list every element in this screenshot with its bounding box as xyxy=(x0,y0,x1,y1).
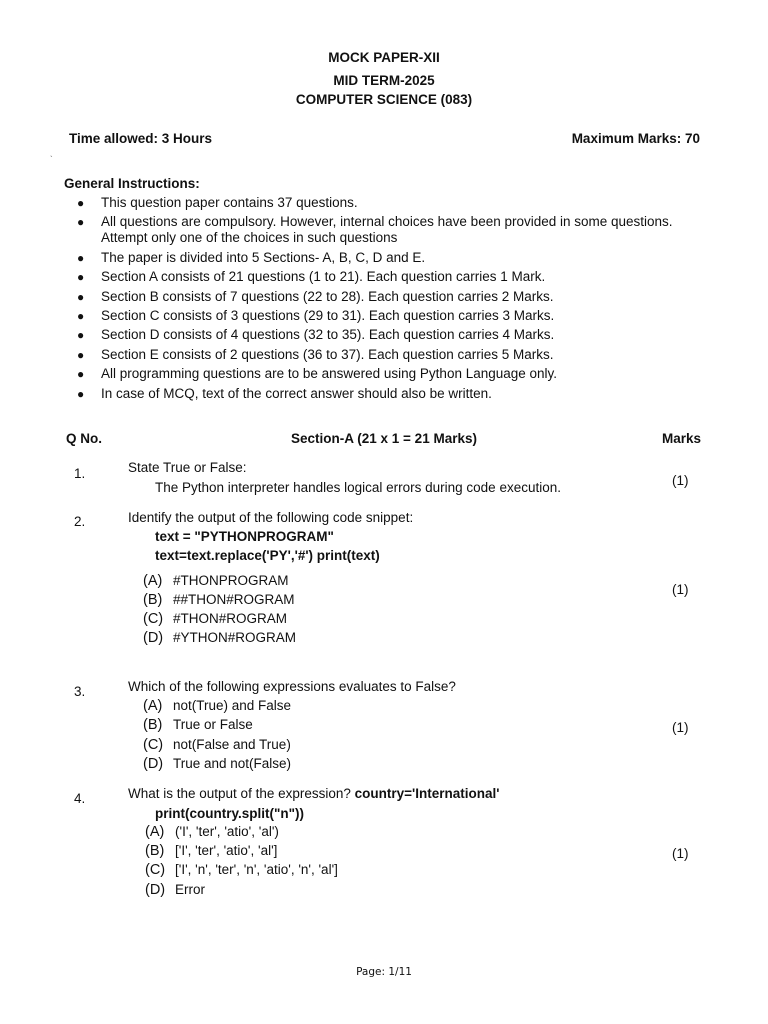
instruction-item: ● In case of MCQ, text of the correct answer should also be written. xyxy=(77,385,492,401)
bullet-icon: ● xyxy=(77,328,85,343)
bullet-icon: ● xyxy=(77,250,85,265)
question-text: Which of the following expressions evaluates to False? xyxy=(128,679,456,694)
question-text: Identify the output of the following code snippet: xyxy=(128,510,414,525)
instruction-item: ● Section B consists of 7 questions (22 to 28). Each question carries 2 Marks. xyxy=(77,288,554,304)
code-line: print(country.split("n")) xyxy=(155,806,305,821)
option-d: (D) Error xyxy=(145,882,205,898)
time-allowed: Time allowed: 3 Hours xyxy=(69,131,213,146)
marks-header: Marks xyxy=(662,431,702,446)
option-c: (C) #THON#ROGRAM xyxy=(143,611,288,627)
instruction-item: ● Section E consists of 2 questions (36 to 37). Each question carries 5 Marks. xyxy=(77,346,554,362)
option-b: (B) ['I', 'ter', 'atio', 'al'] xyxy=(145,843,278,859)
question-number: 2. xyxy=(74,514,86,529)
option-b: (B) ##THON#ROGRAM xyxy=(143,592,295,608)
option-b: (B) True or False xyxy=(143,717,253,733)
page-number: Page: 1/11 xyxy=(356,966,412,978)
instructions-list xyxy=(64,195,674,402)
paper-title: MOCK PAPER-XII xyxy=(328,50,440,65)
instruction-item-continued: Attempt only one of the choices in such questions xyxy=(101,230,398,246)
code-inline: country='International' xyxy=(354,786,500,801)
question-text: State True or False: xyxy=(128,460,247,475)
option-a: (A) #THONPROGRAM xyxy=(143,573,289,589)
bullet-icon: ● xyxy=(77,308,85,323)
maximum-marks: Maximum Marks: 70 xyxy=(571,131,700,146)
bullet-icon: ● xyxy=(77,215,85,230)
question-detail: The Python interpreter handles logical errors during code execution. xyxy=(155,480,561,495)
section-a-header: Section-A (21 x 1 = 21 Marks) xyxy=(291,431,477,446)
bullet-icon: ● xyxy=(77,347,85,362)
bullet-icon: ● xyxy=(77,367,85,382)
instruction-item: ● The paper is divided into 5 Sections- A, B, C, D and E. xyxy=(77,249,426,265)
bullet-icon: ● xyxy=(77,270,85,285)
qno-header: Q No. xyxy=(66,431,102,446)
option-c: (C) not(False and True) xyxy=(143,737,291,753)
code-line: text = "PYTHONPROGRAM" xyxy=(155,529,334,544)
instruction-item: ● Section A consists of 21 questions (1 to 21). Each question carries 1 Mark. xyxy=(77,269,546,285)
question-number: 1. xyxy=(74,466,86,481)
option-a: (A) ('I', 'ter', 'atio', 'al') xyxy=(145,824,279,840)
instruction-item: ● This question paper contains 37 questions. xyxy=(77,195,358,210)
question-marks: (1) xyxy=(672,473,689,488)
question-marks: (1) xyxy=(672,846,689,861)
option-a: (A) not(True) and False xyxy=(143,698,292,714)
option-d: (D) True and not(False) xyxy=(143,756,292,772)
question-number: 3. xyxy=(74,684,86,699)
general-instructions xyxy=(64,176,674,405)
instructions-heading: General Instructions: xyxy=(64,176,200,191)
instruction-item: ● Section C consists of 3 questions (29 to 31). Each question carries 3 Marks. xyxy=(77,307,555,323)
bullet-icon: ● xyxy=(77,196,85,210)
bullet-icon: ● xyxy=(77,289,85,304)
paper-subtitle: MID TERM-2025 xyxy=(333,73,435,88)
instruction-item: ● Section D consists of 4 questions (32 to 35). Each question carries 4 Marks. xyxy=(77,327,555,343)
question-marks: (1) xyxy=(672,582,689,597)
question-text: What is the output of the expression? country='International' xyxy=(128,786,500,801)
question-number: 4. xyxy=(74,791,86,806)
paper-subject: COMPUTER SCIENCE (083) xyxy=(295,92,473,107)
stray-mark: ` xyxy=(50,155,53,164)
question-marks: (1) xyxy=(672,720,689,735)
instruction-item: ● All questions are compulsory. However, internal choices have been provided in some questions. xyxy=(77,214,673,230)
instruction-item: ● All programming questions are to be answered using Python Language only. xyxy=(77,366,558,382)
bullet-icon: ● xyxy=(77,386,85,401)
option-d: (D) #YTHON#ROGRAM xyxy=(143,630,297,646)
option-c: (C) ['I', 'n', 'ter', 'n', 'atio', 'n', 'al'] xyxy=(145,862,338,878)
code-line: text=text.replace('PY','#') print(text) xyxy=(155,548,380,563)
